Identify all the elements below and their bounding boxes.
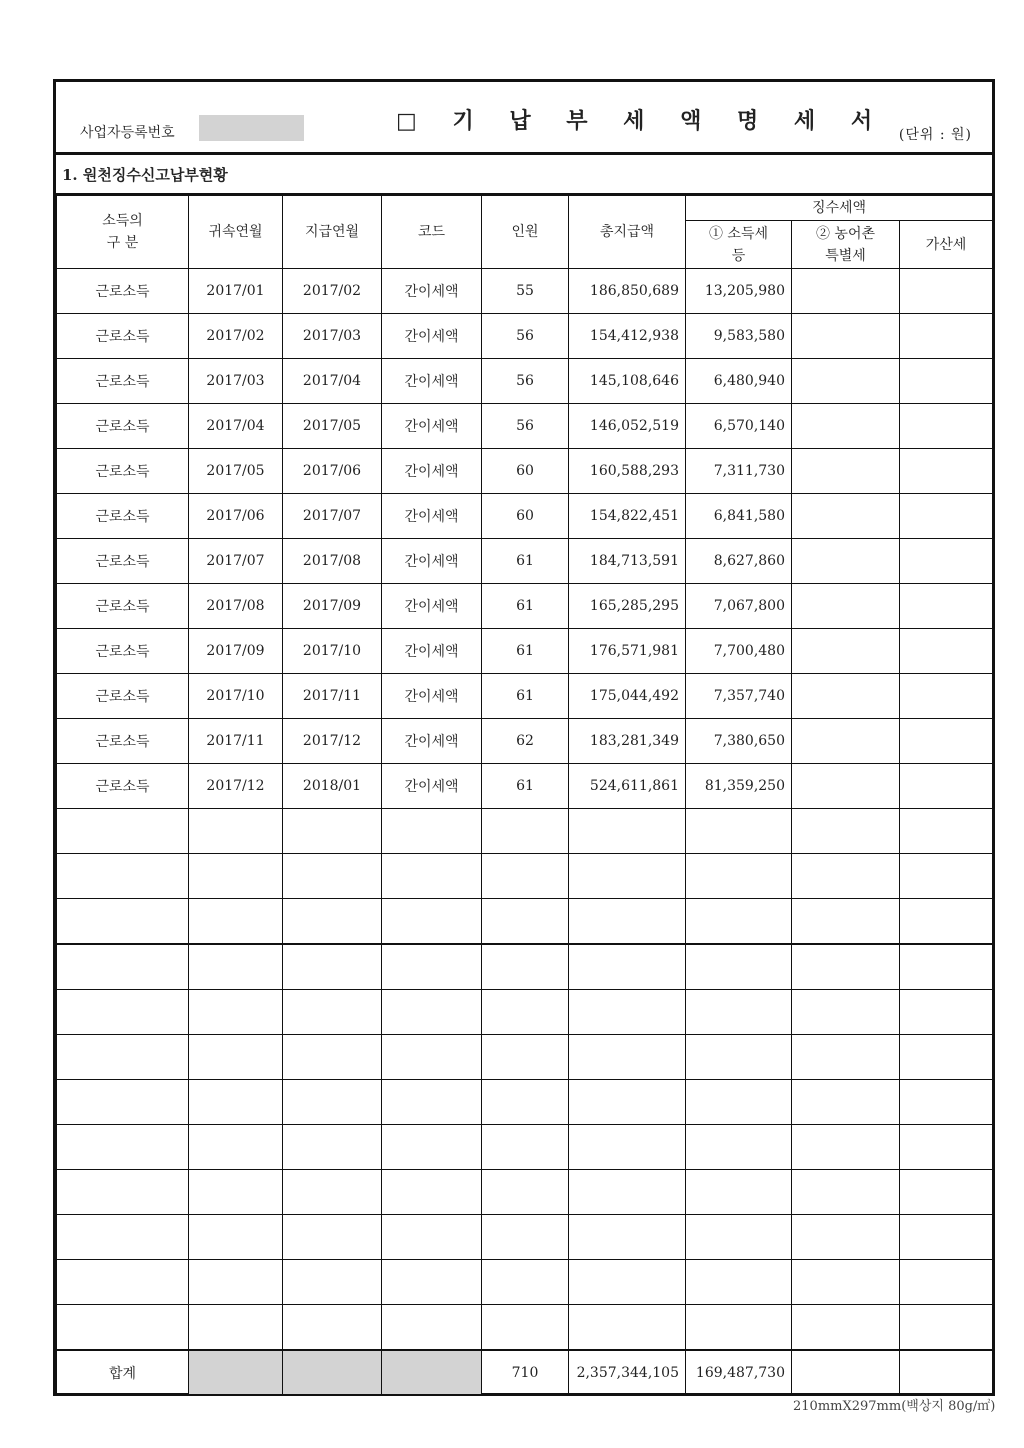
cell-belong xyxy=(189,809,283,854)
cell-category xyxy=(57,990,189,1035)
cell-income-tax: 7,067,800 xyxy=(686,584,792,629)
form-title: □ 기 납 부 세 액 명 세 서 xyxy=(396,108,887,134)
cell-income-tax: 13,205,980 xyxy=(686,269,792,314)
cell-pay xyxy=(283,1080,382,1125)
cell-total xyxy=(569,1035,686,1080)
form-header xyxy=(56,82,992,155)
cell-penalty xyxy=(900,719,993,764)
business-number-label: 사업자등록번호 xyxy=(80,125,175,141)
cell-pay: 2017/05 xyxy=(283,404,382,449)
cell-category: 근로소득 xyxy=(57,494,189,539)
cell-rural-tax xyxy=(792,1035,900,1080)
cell-category: 근로소득 xyxy=(57,539,189,584)
cell-pay xyxy=(283,990,382,1035)
cell-rural-tax xyxy=(792,1260,900,1305)
cell-belong xyxy=(189,1125,283,1170)
cell-rural-tax xyxy=(792,899,900,945)
table-row xyxy=(57,899,993,945)
total-paid-sum: 2,357,344,105 xyxy=(569,1350,686,1395)
cell-income-tax xyxy=(686,1125,792,1170)
cell-rural-tax xyxy=(792,809,900,854)
cell-income-tax: 7,380,650 xyxy=(686,719,792,764)
cell-count: 56 xyxy=(482,359,569,404)
cell-belong: 2017/02 xyxy=(189,314,283,359)
cell-code: 간이세액 xyxy=(382,674,482,719)
cell-pay xyxy=(283,1305,382,1351)
cell-income-tax: 8,627,860 xyxy=(686,539,792,584)
cell-rural-tax xyxy=(792,584,900,629)
cell-count xyxy=(482,1215,569,1260)
cell-penalty xyxy=(900,674,993,719)
cell-belong xyxy=(189,1035,283,1080)
cell-pay xyxy=(283,899,382,945)
header-rural-tax-line1: ② 농어촌 xyxy=(815,225,876,242)
total-label: 합계 xyxy=(57,1350,189,1395)
cell-count: 60 xyxy=(482,494,569,539)
cell-count xyxy=(482,1170,569,1215)
cell-belong: 2017/12 xyxy=(189,764,283,809)
cell-category: 근로소득 xyxy=(57,404,189,449)
cell-category xyxy=(57,1125,189,1170)
cell-category xyxy=(57,1260,189,1305)
cell-rural-tax xyxy=(792,854,900,899)
cell-category xyxy=(57,809,189,854)
cell-belong xyxy=(189,1215,283,1260)
header-income-tax xyxy=(686,221,792,269)
cell-category xyxy=(57,1215,189,1260)
cell-penalty xyxy=(900,809,993,854)
cell-income-tax xyxy=(686,1170,792,1215)
cell-penalty xyxy=(900,539,993,584)
cell-income-tax xyxy=(686,1305,792,1351)
table-row xyxy=(57,269,993,314)
cell-code xyxy=(382,1035,482,1080)
cell-category: 근로소득 xyxy=(57,584,189,629)
cell-count: 61 xyxy=(482,764,569,809)
header-rural-tax xyxy=(792,221,900,269)
cell-income-tax xyxy=(686,899,792,945)
cell-code: 간이세액 xyxy=(382,449,482,494)
header-belong-month: 귀속연월 xyxy=(189,196,283,269)
cell-total: 524,611,861 xyxy=(569,764,686,809)
cell-total: 146,052,519 xyxy=(569,404,686,449)
cell-count xyxy=(482,1305,569,1351)
cell-count xyxy=(482,944,569,990)
cell-pay: 2017/11 xyxy=(283,674,382,719)
cell-pay xyxy=(283,944,382,990)
cell-penalty xyxy=(900,314,993,359)
cell-count xyxy=(482,854,569,899)
cell-rural-tax xyxy=(792,1215,900,1260)
total-pay-shaded xyxy=(283,1350,382,1395)
header-category-line2: 구 분 xyxy=(106,235,139,251)
cell-category: 근로소득 xyxy=(57,719,189,764)
total-rural-tax xyxy=(792,1350,900,1395)
cell-category: 근로소득 xyxy=(57,359,189,404)
total-code-shaded xyxy=(382,1350,482,1395)
table-row xyxy=(57,674,993,719)
cell-penalty xyxy=(900,854,993,899)
cell-pay: 2017/09 xyxy=(283,584,382,629)
cell-total xyxy=(569,809,686,854)
table-row xyxy=(57,809,993,854)
table-row xyxy=(57,719,993,764)
cell-pay xyxy=(283,854,382,899)
cell-belong xyxy=(189,899,283,945)
cell-income-tax: 7,700,480 xyxy=(686,629,792,674)
cell-income-tax xyxy=(686,1035,792,1080)
cell-rural-tax xyxy=(792,944,900,990)
cell-count: 56 xyxy=(482,314,569,359)
cell-pay: 2017/12 xyxy=(283,719,382,764)
cell-pay: 2017/03 xyxy=(283,314,382,359)
cell-income-tax: 7,311,730 xyxy=(686,449,792,494)
cell-penalty xyxy=(900,404,993,449)
cell-category xyxy=(57,854,189,899)
section-heading: 1. 원천징수신고납부현황 xyxy=(62,166,228,184)
table-row xyxy=(57,1035,993,1080)
cell-code xyxy=(382,1305,482,1351)
cell-category xyxy=(57,944,189,990)
cell-code: 간이세액 xyxy=(382,719,482,764)
cell-code xyxy=(382,944,482,990)
cell-pay xyxy=(283,1170,382,1215)
table-row xyxy=(57,1080,993,1125)
cell-count: 55 xyxy=(482,269,569,314)
cell-rural-tax xyxy=(792,539,900,584)
cell-count xyxy=(482,990,569,1035)
cell-count: 61 xyxy=(482,629,569,674)
cell-rural-tax xyxy=(792,990,900,1035)
cell-code: 간이세액 xyxy=(382,359,482,404)
cell-pay xyxy=(283,809,382,854)
cell-total: 154,822,451 xyxy=(569,494,686,539)
cell-code xyxy=(382,809,482,854)
cell-penalty xyxy=(900,899,993,945)
cell-category: 근로소득 xyxy=(57,629,189,674)
cell-count: 61 xyxy=(482,674,569,719)
cell-belong: 2017/06 xyxy=(189,494,283,539)
cell-rural-tax xyxy=(792,764,900,809)
table-row xyxy=(57,854,993,899)
cell-category xyxy=(57,1080,189,1125)
unit-label: (단위 : 원) xyxy=(898,127,972,143)
cell-total: 183,281,349 xyxy=(569,719,686,764)
cell-rural-tax xyxy=(792,719,900,764)
cell-rural-tax xyxy=(792,1170,900,1215)
table-row xyxy=(57,584,993,629)
header-total-paid: 총지급액 xyxy=(569,196,686,269)
header-category-line1: 소득의 xyxy=(102,213,143,229)
cell-total xyxy=(569,854,686,899)
cell-income-tax: 7,357,740 xyxy=(686,674,792,719)
cell-total xyxy=(569,1080,686,1125)
cell-pay xyxy=(283,1125,382,1170)
cell-income-tax xyxy=(686,944,792,990)
cell-pay: 2017/07 xyxy=(283,494,382,539)
cell-count xyxy=(482,1035,569,1080)
cell-income-tax xyxy=(686,809,792,854)
cell-rural-tax xyxy=(792,494,900,539)
cell-penalty xyxy=(900,944,993,990)
cell-income-tax: 81,359,250 xyxy=(686,764,792,809)
cell-total: 154,412,938 xyxy=(569,314,686,359)
cell-belong xyxy=(189,854,283,899)
total-penalty-tax xyxy=(900,1350,993,1395)
total-belong-shaded xyxy=(189,1350,283,1395)
cell-code: 간이세액 xyxy=(382,494,482,539)
cell-total: 176,571,981 xyxy=(569,629,686,674)
cell-count xyxy=(482,1260,569,1305)
cell-count: 62 xyxy=(482,719,569,764)
header-income-tax-line1: ① 소득세 xyxy=(708,225,769,242)
cell-code xyxy=(382,854,482,899)
cell-count: 56 xyxy=(482,404,569,449)
cell-rural-tax xyxy=(792,359,900,404)
table-row xyxy=(57,629,993,674)
cell-rural-tax xyxy=(792,449,900,494)
table-row xyxy=(57,1215,993,1260)
cell-code xyxy=(382,1260,482,1305)
cell-category xyxy=(57,1035,189,1080)
cell-rural-tax xyxy=(792,674,900,719)
business-number-redacted xyxy=(199,115,304,141)
table-row xyxy=(57,1125,993,1170)
cell-belong xyxy=(189,944,283,990)
cell-penalty xyxy=(900,494,993,539)
table-row xyxy=(57,1170,993,1215)
cell-code xyxy=(382,1170,482,1215)
cell-rural-tax xyxy=(792,404,900,449)
cell-rural-tax xyxy=(792,1125,900,1170)
cell-income-tax: 6,841,580 xyxy=(686,494,792,539)
cell-count xyxy=(482,1080,569,1125)
paper-spec: 210mmX297mm(백상지 80g/㎡) xyxy=(793,1399,996,1414)
cell-total xyxy=(569,899,686,945)
cell-count xyxy=(482,809,569,854)
cell-code xyxy=(382,1215,482,1260)
cell-belong: 2017/05 xyxy=(189,449,283,494)
cell-pay: 2017/10 xyxy=(283,629,382,674)
table-row xyxy=(57,449,993,494)
cell-income-tax: 6,480,940 xyxy=(686,359,792,404)
cell-penalty xyxy=(900,764,993,809)
cell-total xyxy=(569,1170,686,1215)
cell-count: 60 xyxy=(482,449,569,494)
cell-code: 간이세액 xyxy=(382,584,482,629)
cell-belong xyxy=(189,1305,283,1351)
cell-category xyxy=(57,1170,189,1215)
cell-pay xyxy=(283,1035,382,1080)
cell-penalty xyxy=(900,1260,993,1305)
table-row xyxy=(57,314,993,359)
table-row xyxy=(57,539,993,584)
cell-income-tax xyxy=(686,1260,792,1305)
cell-pay: 2017/06 xyxy=(283,449,382,494)
cell-total xyxy=(569,1305,686,1351)
cell-total xyxy=(569,990,686,1035)
header-count: 인원 xyxy=(482,196,569,269)
cell-total xyxy=(569,1260,686,1305)
cell-penalty xyxy=(900,359,993,404)
cell-total xyxy=(569,1215,686,1260)
cell-belong: 2017/07 xyxy=(189,539,283,584)
cell-count xyxy=(482,899,569,945)
cell-belong: 2017/11 xyxy=(189,719,283,764)
cell-code: 간이세액 xyxy=(382,269,482,314)
header-code: 코드 xyxy=(382,196,482,269)
table-row xyxy=(57,944,993,990)
cell-total: 186,850,689 xyxy=(569,269,686,314)
cell-total xyxy=(569,1125,686,1170)
cell-income-tax xyxy=(686,990,792,1035)
cell-penalty xyxy=(900,1125,993,1170)
cell-penalty xyxy=(900,990,993,1035)
cell-code: 간이세액 xyxy=(382,314,482,359)
cell-penalty xyxy=(900,1305,993,1351)
cell-total: 145,108,646 xyxy=(569,359,686,404)
cell-count: 61 xyxy=(482,539,569,584)
cell-code xyxy=(382,899,482,945)
cell-code: 간이세액 xyxy=(382,629,482,674)
cell-category: 근로소득 xyxy=(57,269,189,314)
cell-code xyxy=(382,1080,482,1125)
cell-category xyxy=(57,899,189,945)
cell-total: 160,588,293 xyxy=(569,449,686,494)
cell-total: 175,044,492 xyxy=(569,674,686,719)
cell-total: 184,713,591 xyxy=(569,539,686,584)
cell-rural-tax xyxy=(792,314,900,359)
cell-pay xyxy=(283,1260,382,1305)
header-rural-tax-line2: 특별세 xyxy=(825,247,866,264)
cell-category xyxy=(57,1305,189,1351)
cell-belong xyxy=(189,1080,283,1125)
cell-income-tax xyxy=(686,1080,792,1125)
header-pay-month: 지급연월 xyxy=(283,196,382,269)
cell-rural-tax xyxy=(792,1080,900,1125)
cell-pay: 2017/02 xyxy=(283,269,382,314)
cell-belong xyxy=(189,990,283,1035)
header-income-tax-line2: 등 xyxy=(731,247,746,264)
cell-belong xyxy=(189,1260,283,1305)
cell-code: 간이세액 xyxy=(382,404,482,449)
header-penalty-tax: 가산세 xyxy=(900,221,993,269)
cell-count xyxy=(482,1125,569,1170)
cell-code xyxy=(382,990,482,1035)
cell-penalty xyxy=(900,1170,993,1215)
cell-code: 간이세액 xyxy=(382,539,482,584)
cell-belong: 2017/03 xyxy=(189,359,283,404)
cell-category: 근로소득 xyxy=(57,314,189,359)
cell-income-tax: 6,570,140 xyxy=(686,404,792,449)
cell-rural-tax xyxy=(792,629,900,674)
form-frame xyxy=(53,79,995,1396)
cell-pay: 2017/08 xyxy=(283,539,382,584)
cell-belong: 2017/08 xyxy=(189,584,283,629)
cell-rural-tax xyxy=(792,269,900,314)
cell-penalty xyxy=(900,1035,993,1080)
cell-rural-tax xyxy=(792,1305,900,1351)
cell-total: 165,285,295 xyxy=(569,584,686,629)
cell-penalty xyxy=(900,584,993,629)
table-row xyxy=(57,494,993,539)
table-row xyxy=(57,1305,993,1351)
cell-category: 근로소득 xyxy=(57,764,189,809)
cell-belong: 2017/10 xyxy=(189,674,283,719)
header-withheld-tax-group: 징수세액 xyxy=(686,196,993,221)
section-heading-row xyxy=(56,155,992,195)
cell-income-tax: 9,583,580 xyxy=(686,314,792,359)
table-row xyxy=(57,1260,993,1305)
cell-penalty xyxy=(900,449,993,494)
table-row xyxy=(57,764,993,809)
cell-pay: 2017/04 xyxy=(283,359,382,404)
withholding-table xyxy=(56,195,993,1395)
cell-category: 근로소득 xyxy=(57,674,189,719)
cell-pay: 2018/01 xyxy=(283,764,382,809)
cell-belong: 2017/01 xyxy=(189,269,283,314)
table-row xyxy=(57,359,993,404)
header-category xyxy=(57,196,189,269)
cell-code: 간이세액 xyxy=(382,764,482,809)
table-row xyxy=(57,990,993,1035)
cell-pay xyxy=(283,1215,382,1260)
cell-penalty xyxy=(900,1080,993,1125)
cell-income-tax xyxy=(686,1215,792,1260)
cell-income-tax xyxy=(686,854,792,899)
cell-count: 61 xyxy=(482,584,569,629)
table-row xyxy=(57,404,993,449)
total-row xyxy=(57,1350,993,1395)
cell-belong: 2017/09 xyxy=(189,629,283,674)
cell-belong xyxy=(189,1170,283,1215)
cell-penalty xyxy=(900,1215,993,1260)
cell-penalty xyxy=(900,629,993,674)
cell-belong: 2017/04 xyxy=(189,404,283,449)
total-count: 710 xyxy=(482,1350,569,1395)
total-income-tax: 169,487,730 xyxy=(686,1350,792,1395)
cell-category: 근로소득 xyxy=(57,449,189,494)
cell-total xyxy=(569,944,686,990)
cell-penalty xyxy=(900,269,993,314)
cell-code xyxy=(382,1125,482,1170)
